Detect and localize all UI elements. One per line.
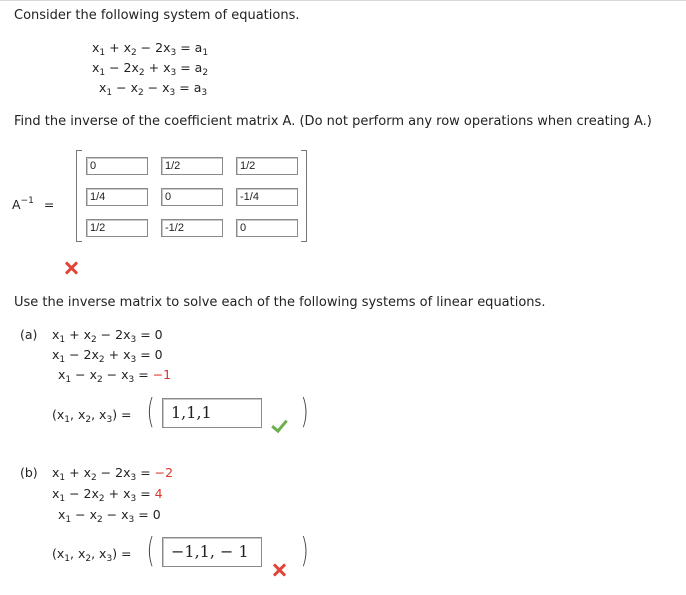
part-b-open-paren: ( [146, 531, 155, 571]
system-line-2: $x_1 - 2x_2 + x_3 = a_2$ [92, 60, 209, 78]
matrix-left-bracket [76, 150, 82, 242]
matrix-cell-r1c2[interactable]: 1/2 [161, 157, 223, 175]
solve-prompt: Use the inverse matrix to solve each of the following systems of linear equations. [14, 295, 546, 310]
part-a-label: (a) [20, 327, 38, 342]
matrix-cell-r3c1[interactable]: 1/2 [86, 219, 148, 237]
part-b-label: (b) [20, 465, 38, 480]
matrix-cell-r1c1[interactable]: 0 [86, 157, 148, 175]
inverse-prompt: Find the inverse of the coefficient matrix A. (Do not perform any row operations when creating A.) [14, 114, 652, 129]
part-a-close-paren: ) [300, 392, 309, 432]
part-a-open-paren: ( [146, 392, 155, 432]
x-mark-icon [272, 563, 286, 577]
matrix-cell-r2c1[interactable]: 1/4 [86, 188, 148, 206]
system-line-1: $x_1 + x_2 - 2x_3 = a_1$ [92, 40, 209, 58]
part-b-answer-input[interactable]: −1,1, − 1 [162, 537, 262, 567]
part-a-line-3: $x_1 - x_2 - x_3 = -1$ [58, 367, 172, 385]
system-line-3: $x_1 - x_2 - x_3 = a_3$ [99, 80, 208, 98]
matrix-cell-r3c3[interactable]: 0 [236, 219, 298, 237]
part-b-tuple-label: ($x_1$, $x_2$, $x_3$) = [52, 546, 132, 564]
matrix-cell-r2c2[interactable]: 0 [161, 188, 223, 206]
part-b-line-2: $x_1 - 2x_2 + x_3 = 4$ [52, 486, 163, 504]
part-a-tuple-label: ($x_1$, $x_2$, $x_3$) = [52, 407, 132, 425]
x-mark-icon [64, 261, 78, 275]
part-a-line-2: $x_1 - 2x_2 + x_3 = 0$ [52, 347, 163, 365]
part-a-answer-input[interactable]: 1,1,1 [162, 398, 262, 428]
part-b-line-3: $x_1 - x_2 - x_3 = 0$ [58, 507, 161, 525]
matrix-label: $A^{-1}$ = [12, 196, 55, 212]
intro-text: Consider the following system of equations. [14, 8, 300, 23]
part-b-close-paren: ) [300, 531, 309, 571]
matrix-right-bracket [301, 150, 307, 242]
matrix-cell-r2c3[interactable]: -1/4 [236, 188, 298, 206]
part-b-line-1: $x_1 + x_2 - 2x_3 = -2$ [52, 465, 174, 483]
checkmark-icon [270, 418, 288, 432]
matrix-cell-r1c3[interactable]: 1/2 [236, 157, 298, 175]
matrix-cell-r3c2[interactable]: -1/2 [161, 219, 223, 237]
top-divider [0, 0, 686, 1]
part-a-line-1: $x_1 + x_2 - 2x_3 = 0$ [52, 327, 163, 345]
